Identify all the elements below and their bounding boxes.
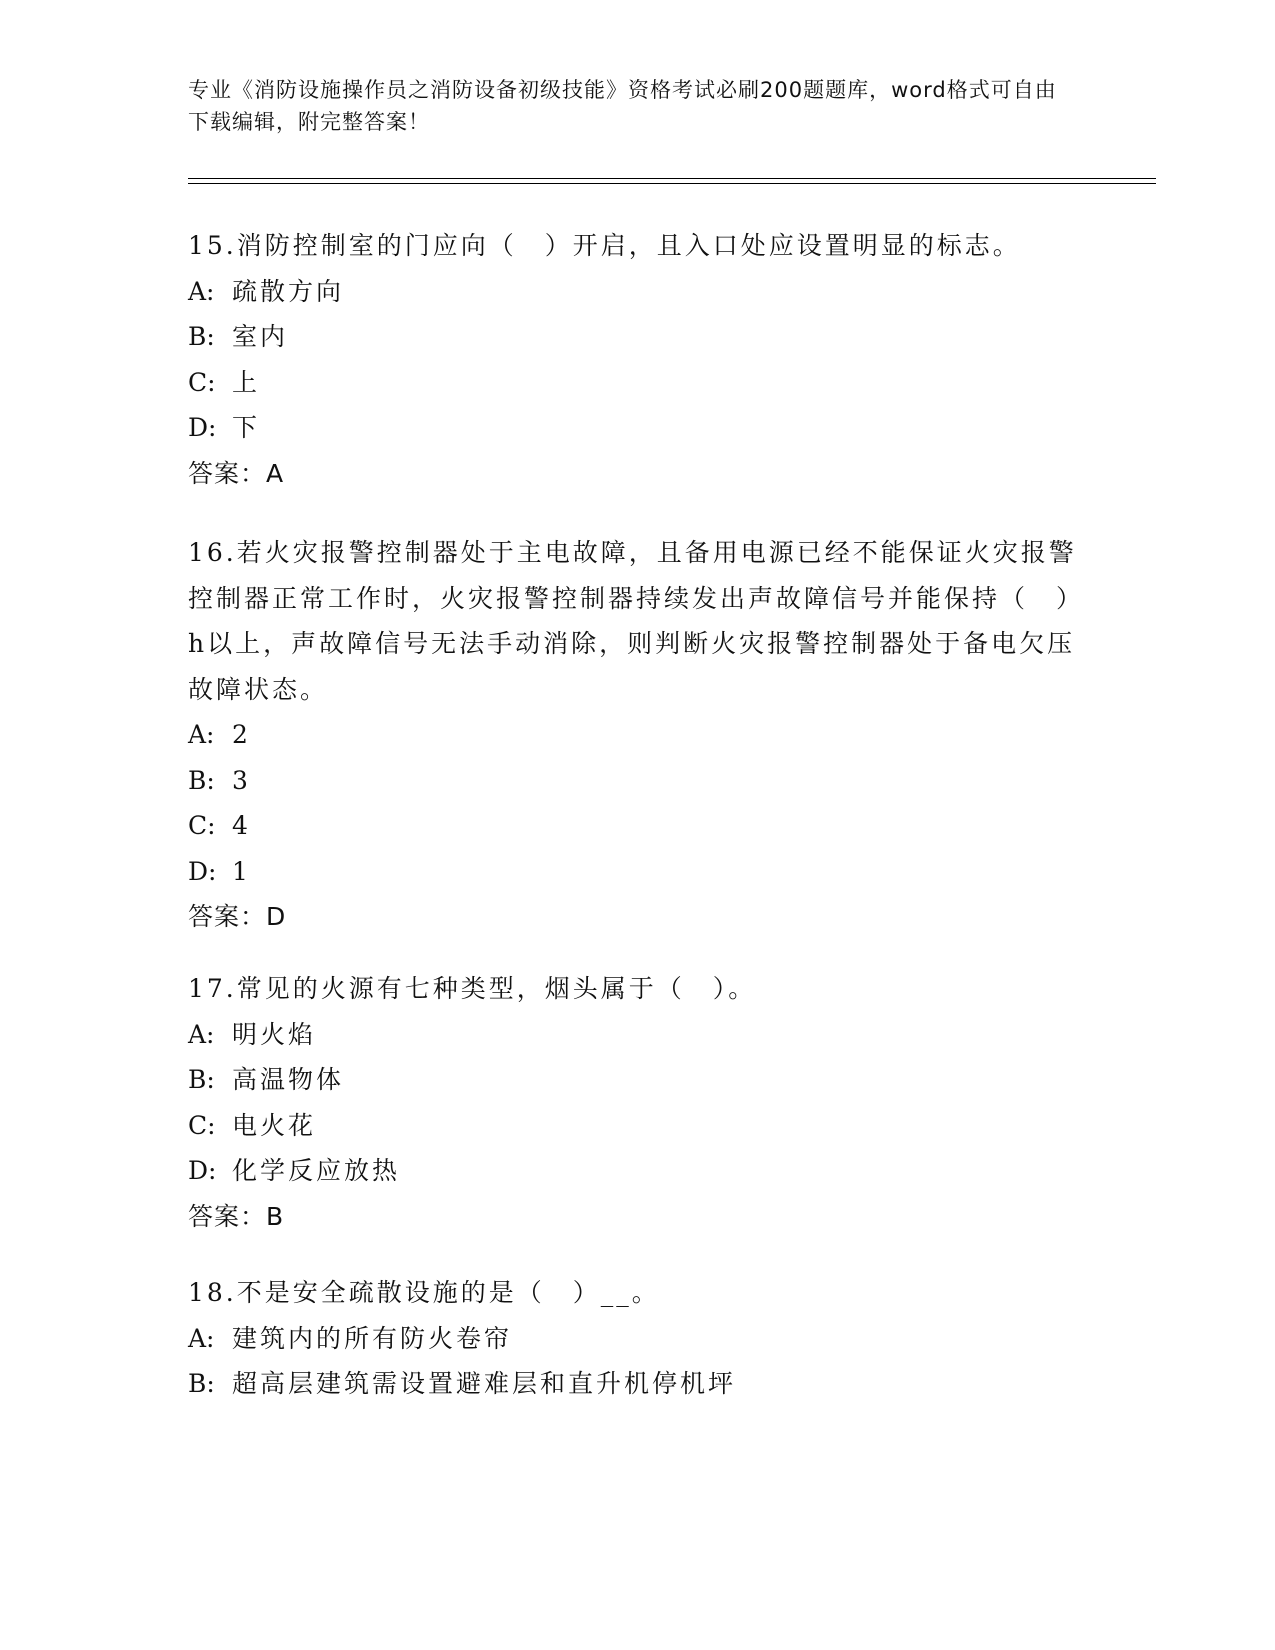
option-d [188,405,1088,451]
option-b [188,1361,1088,1407]
option-text: 疏散方向 [232,276,345,306]
option-text: 高温物体 [232,1065,345,1094]
document-header: 专业《消防设施操作员之消防设备初级技能》资格考试必刷200题题库，word格式可自由下载编辑，附完整答案！ [188,78,1057,134]
option-label: B: [188,1369,215,1398]
option-text: 下 [232,413,261,442]
option-a [188,1012,1088,1058]
header-divider-top [188,178,1156,179]
header-divider-bottom [188,183,1156,184]
option-b [188,1057,1088,1103]
option-label: D: [188,413,217,442]
option-label: B: [188,322,215,351]
option-text: 4 [232,811,251,840]
option-label: C: [188,1110,216,1140]
option-label: A: [188,1323,215,1353]
option-label: C: [188,367,216,397]
option-label: B: [188,1065,215,1094]
option-text: 2 [232,720,251,749]
option-text: 建筑内的所有防火卷帘 [232,1323,513,1353]
question-text: 17.常见的火源有七种类型，烟头属于（ ）。 [188,974,757,1003]
option-b [188,758,1088,804]
option-label: D: [188,1156,217,1185]
question-18 [188,1270,1088,1407]
option-text: 超高层建筑需设置避难层和直升机停机坪 [232,1369,737,1398]
question-text: 15.消防控制室的门应向（ ）开启，且入口处应设置明显的标志。 [188,231,1021,260]
option-label: B: [188,765,215,795]
answer: 答案：D [188,902,287,931]
option-text: 上 [232,367,261,397]
option-text: 1 [232,856,251,886]
question-16 [188,530,1088,940]
question-text: 16.若火灾报警控制器处于主电故障，且备用电源已经不能保证火灾报警控制器正常工作时，火灾报警控制器持续发出声故障信号并能保持（ ）h以上，声故障信号无法手动消除，则判断火灾报警控制器处于备电欠压故障状态。 [188,538,1085,704]
option-d [188,1148,1088,1194]
question-15 [188,223,1088,496]
option-text: 化学反应放热 [232,1156,401,1185]
option-b [188,314,1088,360]
option-text: 明火焰 [232,1019,317,1049]
option-label: C: [188,811,216,840]
option-label: A: [188,1019,215,1049]
option-a [188,1316,1088,1362]
option-a [188,269,1088,315]
option-d [188,849,1088,895]
option-label: A: [188,720,215,749]
option-text: 室内 [232,322,289,351]
option-text: 电火花 [232,1110,317,1140]
option-label: D: [188,856,217,886]
option-text: 3 [232,765,251,795]
option-a [188,712,1088,758]
answer: 答案：A [188,458,285,488]
option-c [188,803,1088,849]
option-label: A: [188,276,215,306]
option-c [188,1103,1088,1149]
question-text: 18.不是安全疏散设施的是（ ）__。 [188,1278,660,1307]
question-17 [188,966,1088,1239]
option-c [188,360,1088,406]
answer: 答案：B [188,1201,285,1231]
